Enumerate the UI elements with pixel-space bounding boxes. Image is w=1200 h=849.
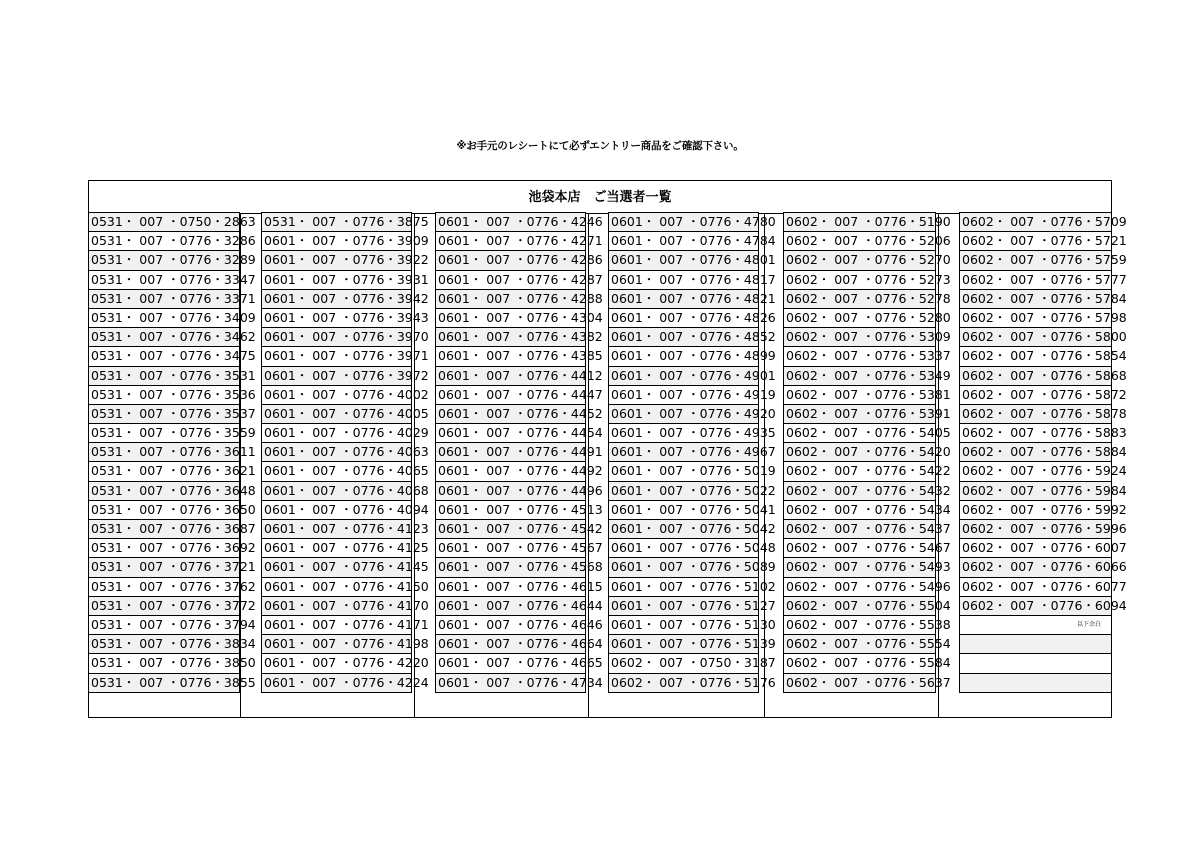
number-column-5 (783, 213, 951, 693)
table-cell: 0602・ 007 ・0776・6094 (959, 596, 1112, 616)
table-cell: 0602・ 007 ・0776・5800 (959, 327, 1112, 347)
table-cell: 0601・ 007 ・0776・3972 (261, 366, 412, 386)
table-cell: 0601・ 007 ・0776・4920 (608, 404, 759, 424)
table-cell: 0601・ 007 ・0776・4817 (608, 270, 759, 290)
table-cell: 0601・ 007 ・0776・3971 (261, 346, 412, 366)
table-cell: 0602・ 007 ・0776・5309 (783, 327, 936, 347)
table-cell: 0602・ 007 ・0776・5176 (608, 673, 759, 693)
table-cell: 0601・ 007 ・0776・5130 (608, 615, 759, 635)
table-cell: 0531・ 007 ・0776・3462 (88, 327, 240, 347)
table-cell: 0602・ 007 ・0750・3187 (608, 653, 759, 673)
table-cell: 0601・ 007 ・0776・4304 (435, 308, 586, 328)
table-cell: 0601・ 007 ・0776・4935 (608, 423, 759, 443)
table-cell: 0531・ 007 ・0776・3475 (88, 346, 240, 366)
table-cell: 0602・ 007 ・0776・5784 (959, 289, 1112, 309)
table-cell: 0601・ 007 ・0776・4665 (435, 653, 586, 673)
table-cell: 0601・ 007 ・0776・3922 (261, 250, 412, 270)
table-cell: 0601・ 007 ・0776・5019 (608, 461, 759, 481)
number-column-1 (88, 213, 256, 693)
table-cell: 0602・ 007 ・0776・5878 (959, 404, 1112, 424)
table-cell: 0602・ 007 ・0776・5349 (783, 366, 936, 386)
table-cell: 0602・ 007 ・0776・5280 (783, 308, 936, 328)
table-cell: 0602・ 007 ・0776・5992 (959, 500, 1112, 520)
table-cell: 0602・ 007 ・0776・5538 (783, 615, 936, 635)
table-cell: 0602・ 007 ・0776・5996 (959, 519, 1112, 539)
table-cell: 0601・ 007 ・0776・4412 (435, 366, 586, 386)
table-cell: 0602・ 007 ・0776・5759 (959, 250, 1112, 270)
table-cell: 0602・ 007 ・0776・5422 (783, 461, 936, 481)
table-cell: 0531・ 007 ・0776・3559 (88, 423, 240, 443)
table-cell: 0601・ 007 ・0776・4454 (435, 423, 586, 443)
table-cell: 0602・ 007 ・0776・5437 (783, 519, 936, 539)
table-cell: 0601・ 007 ・0776・4447 (435, 385, 586, 405)
table-cell: 0531・ 007 ・0776・3772 (88, 596, 240, 616)
table-cell: 0602・ 007 ・0776・5420 (783, 442, 936, 462)
table-cell: 0601・ 007 ・0776・3909 (261, 231, 412, 251)
table-cell: 0601・ 007 ・0776・4967 (608, 442, 759, 462)
table-cell: 0601・ 007 ・0776・4382 (435, 327, 586, 347)
table-cell: 0531・ 007 ・0776・3855 (88, 673, 240, 693)
table-cell: 0531・ 007 ・0776・3371 (88, 289, 240, 309)
table-cell: 0602・ 007 ・0776・5872 (959, 385, 1112, 405)
table-cell: 0601・ 007 ・0776・4567 (435, 538, 586, 558)
table-cell: 0601・ 007 ・0776・4171 (261, 615, 412, 635)
table-cell: 0531・ 007 ・0776・3648 (88, 481, 240, 501)
table-cell: 0601・ 007 ・0776・4286 (435, 250, 586, 270)
table-cell: 0601・ 007 ・0776・4899 (608, 346, 759, 366)
table-cell: 0601・ 007 ・0776・5102 (608, 577, 759, 597)
table-cell: 0601・ 007 ・0776・4065 (261, 461, 412, 481)
table-cell: 0602・ 007 ・0776・5883 (959, 423, 1112, 443)
table-cell: 0601・ 007 ・0776・4287 (435, 270, 586, 290)
table-cell: 0601・ 007 ・0776・5048 (608, 538, 759, 558)
number-column-4 (608, 213, 776, 693)
table-cell: 0602・ 007 ・0776・5270 (783, 250, 936, 270)
table-cell: 0602・ 007 ・0776・5554 (783, 634, 936, 654)
table-cell (959, 615, 1112, 635)
table-cell: 0601・ 007 ・0776・4002 (261, 385, 412, 405)
table-cell: 0531・ 007 ・0776・3621 (88, 461, 240, 481)
table-cell: 0601・ 007 ・0776・5041 (608, 500, 759, 520)
table-cell: 0601・ 007 ・0776・4734 (435, 673, 586, 693)
table-cell: 0602・ 007 ・0776・5777 (959, 270, 1112, 290)
table-cell: 0601・ 007 ・0776・4271 (435, 231, 586, 251)
table-cell: 0601・ 007 ・0776・4170 (261, 596, 412, 616)
winner-list-table (88, 180, 1127, 718)
table-cell: 0602・ 007 ・0776・5496 (783, 577, 936, 597)
table-cell: 0602・ 007 ・0776・5721 (959, 231, 1112, 251)
table-cell: 0601・ 007 ・0776・4780 (608, 212, 759, 232)
table-cell: 0601・ 007 ・0776・3943 (261, 308, 412, 328)
table-cell: 0601・ 007 ・0776・4919 (608, 385, 759, 405)
table-cell: 0602・ 007 ・0776・5868 (959, 366, 1112, 386)
table-cell: 0601・ 007 ・0776・4123 (261, 519, 412, 539)
table-cell: 0601・ 007 ・0776・3970 (261, 327, 412, 347)
table-cell: 0602・ 007 ・0776・6077 (959, 577, 1112, 597)
table-cell: 0601・ 007 ・0776・4150 (261, 577, 412, 597)
table-cell: 0601・ 007 ・0776・5139 (608, 634, 759, 654)
table-cell: 0601・ 007 ・0776・4198 (261, 634, 412, 654)
table-cell: 0531・ 007 ・0776・3536 (88, 385, 240, 405)
table-cell: 0601・ 007 ・0776・4644 (435, 596, 586, 616)
table-cell: 0602・ 007 ・0776・6066 (959, 557, 1112, 577)
table-cell: 0601・ 007 ・0776・4852 (608, 327, 759, 347)
number-column-2 (261, 213, 429, 693)
table-cell: 0531・ 007 ・0776・3286 (88, 231, 240, 251)
table-cell: 0531・ 007 ・0776・3762 (88, 577, 240, 597)
notice-text: ※お手元のレシートにて必ずエントリー商品をご確認下さい。 (456, 140, 744, 152)
table-cell: 0601・ 007 ・0776・4821 (608, 289, 759, 309)
table-cell: 0602・ 007 ・0776・5709 (959, 212, 1112, 232)
table-cell: 0602・ 007 ・0776・5884 (959, 442, 1112, 462)
table-cell: 0601・ 007 ・0776・3942 (261, 289, 412, 309)
table-cell: 0602・ 007 ・0776・5434 (783, 500, 936, 520)
table-cell: 0601・ 007 ・0776・4063 (261, 442, 412, 462)
table-cell: 0601・ 007 ・0776・4615 (435, 577, 586, 597)
table-cell: 0601・ 007 ・0776・5089 (608, 557, 759, 577)
end-of-list-note: 以下余白 (1076, 620, 1101, 628)
table-cell: 0602・ 007 ・0776・5432 (783, 481, 936, 501)
table-cell: 0601・ 007 ・0776・4288 (435, 289, 586, 309)
table-cell (959, 634, 1112, 654)
table-cell: 0601・ 007 ・0776・4145 (261, 557, 412, 577)
table-cell: 0601・ 007 ・0776・4246 (435, 212, 586, 232)
table-cell: 0531・ 007 ・0776・3692 (88, 538, 240, 558)
table-cell (959, 653, 1112, 673)
table-cell: 0601・ 007 ・0776・4801 (608, 250, 759, 270)
table-cell: 0602・ 007 ・0776・5984 (959, 481, 1112, 501)
table-cell: 0601・ 007 ・0776・4029 (261, 423, 412, 443)
table-cell: 0601・ 007 ・0776・4005 (261, 404, 412, 424)
table-cell: 0601・ 007 ・0776・4542 (435, 519, 586, 539)
table-cell: 0531・ 007 ・0776・3721 (88, 557, 240, 577)
table-cell: 0602・ 007 ・0776・5637 (783, 673, 936, 693)
table-cell: 0531・ 007 ・0776・3409 (88, 308, 240, 328)
table-cell: 0531・ 007 ・0776・3875 (261, 212, 412, 232)
table-cell: 0531・ 007 ・0776・3531 (88, 366, 240, 386)
table-cell: 0601・ 007 ・0776・4664 (435, 634, 586, 654)
table-cell: 0601・ 007 ・0776・4513 (435, 500, 586, 520)
table-cell: 0601・ 007 ・0776・4568 (435, 557, 586, 577)
table-cell: 0602・ 007 ・0776・5493 (783, 557, 936, 577)
table-cell: 0602・ 007 ・0776・5924 (959, 461, 1112, 481)
table-cell: 0601・ 007 ・0776・3931 (261, 270, 412, 290)
table-cell: 0602・ 007 ・0776・5504 (783, 596, 936, 616)
table-cell: 0602・ 007 ・0776・5391 (783, 404, 936, 424)
table-cell: 0602・ 007 ・0776・5584 (783, 653, 936, 673)
table-cell: 0531・ 007 ・0776・3289 (88, 250, 240, 270)
table-cell: 0602・ 007 ・0776・5381 (783, 385, 936, 405)
table-cell: 0601・ 007 ・0776・5042 (608, 519, 759, 539)
table-cell: 0602・ 007 ・0776・5273 (783, 270, 936, 290)
table-cell: 0601・ 007 ・0776・4220 (261, 653, 412, 673)
table-cell: 0602・ 007 ・0776・5854 (959, 346, 1112, 366)
table-cell: 0601・ 007 ・0776・4068 (261, 481, 412, 501)
table-cell: 0531・ 007 ・0776・3834 (88, 634, 240, 654)
number-column-3 (435, 213, 603, 693)
table-cell: 0601・ 007 ・0776・4094 (261, 500, 412, 520)
table-cell: 0531・ 007 ・0776・3347 (88, 270, 240, 290)
table-cell: 0602・ 007 ・0776・5337 (783, 346, 936, 366)
table-cell: 0531・ 007 ・0776・3850 (88, 653, 240, 673)
table-cell: 0531・ 007 ・0750・2863 (88, 212, 240, 232)
table-cell: 0602・ 007 ・0776・5190 (783, 212, 936, 232)
table-cell: 0601・ 007 ・0776・4901 (608, 366, 759, 386)
table-cell: 0531・ 007 ・0776・3687 (88, 519, 240, 539)
table-cell: 0601・ 007 ・0776・4784 (608, 231, 759, 251)
table-cell: 0601・ 007 ・0776・4452 (435, 404, 586, 424)
table-cell: 0601・ 007 ・0776・4646 (435, 615, 586, 635)
table-cell: 0602・ 007 ・0776・5206 (783, 231, 936, 251)
table-cell: 0601・ 007 ・0776・5022 (608, 481, 759, 501)
table-cell: 0531・ 007 ・0776・3537 (88, 404, 240, 424)
table-cell: 0601・ 007 ・0776・4826 (608, 308, 759, 328)
table-cell: 0601・ 007 ・0776・4224 (261, 673, 412, 693)
table-cell: 0601・ 007 ・0776・4385 (435, 346, 586, 366)
table-cell: 0601・ 007 ・0776・4125 (261, 538, 412, 558)
table-cell: 0602・ 007 ・0776・5278 (783, 289, 936, 309)
table-cell: 0531・ 007 ・0776・3794 (88, 615, 240, 635)
table-cell: 0602・ 007 ・0776・6007 (959, 538, 1112, 558)
table-cell: 0601・ 007 ・0776・4496 (435, 481, 586, 501)
table-cell: 0602・ 007 ・0776・5798 (959, 308, 1112, 328)
table-cell: 0601・ 007 ・0776・4491 (435, 442, 586, 462)
table-cell: 0531・ 007 ・0776・3611 (88, 442, 240, 462)
table-cell: 0602・ 007 ・0776・5405 (783, 423, 936, 443)
table-cell: 0602・ 007 ・0776・5467 (783, 538, 936, 558)
table-title: 池袋本店 ご当選者一覧 (89, 181, 1111, 214)
table-cell: 0601・ 007 ・0776・4492 (435, 461, 586, 481)
number-column-6 (959, 213, 1127, 693)
table-cell: 0601・ 007 ・0776・5127 (608, 596, 759, 616)
table-cell (959, 673, 1112, 693)
table-cell: 0531・ 007 ・0776・3650 (88, 500, 240, 520)
